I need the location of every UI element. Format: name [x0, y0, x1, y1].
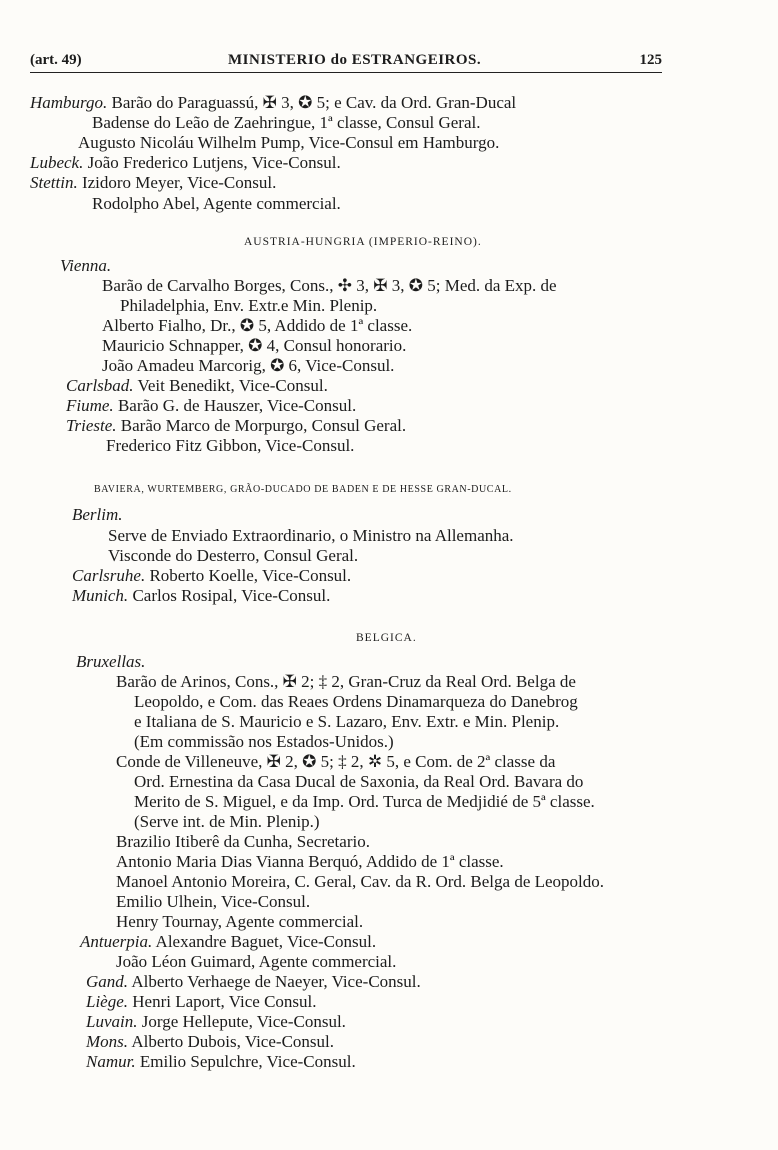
entry-text: e Italiana de S. Mauricio e S. Lazaro, Env. Extr. e Min. Plenip.	[134, 712, 560, 731]
entry-line	[106, 436, 354, 456]
entry-line	[30, 153, 341, 173]
page-title: MINISTERIO do ESTRANGEIROS.	[228, 52, 482, 68]
section-heading-baviera: BAVIERA, WURTEMBERG, GRÃO-DUCADO DE BADEN E DE HESSE GRAN-DUCAL.	[94, 484, 512, 495]
section-heading-belgica: BELGICA.	[356, 632, 417, 644]
entry-text: Leopoldo, e Com. das Reaes Ordens Dinamarqueza do Danebrog	[134, 692, 578, 711]
entry-line	[30, 173, 276, 193]
entry-text: Emilio Sepulchre, Vice-Consul.	[135, 1052, 356, 1071]
entry-text: Veit Benedikt, Vice-Consul.	[133, 376, 328, 395]
entry-text: Mauricio Schnapper, ✪ 4, Consul honorario.	[102, 336, 407, 355]
entry-line	[92, 194, 341, 214]
place-name: Stettin.	[30, 173, 78, 192]
entry-text: (Em commissão nos Estados-Unidos.)	[134, 732, 394, 751]
entry-line	[120, 296, 377, 316]
entry-text: Izidoro Meyer, Vice-Consul.	[77, 173, 277, 192]
entry-line	[108, 546, 358, 566]
entry-text: Barão de Carvalho Borges, Cons., ✣ 3, ✠ 3, ✪ 5; Med. da Exp. de	[102, 276, 557, 295]
entry-text: Brazilio Itiberê da Cunha, Secretario.	[116, 832, 370, 851]
entry-line	[66, 396, 356, 416]
entry-line	[72, 566, 351, 586]
entry-text: Alberto Fialho, Dr., ✪ 5, Addido de 1ª classe.	[102, 316, 413, 335]
entry-line	[60, 256, 111, 276]
entry-text: Emilio Ulhein, Vice-Consul.	[116, 892, 311, 911]
place-name: Munich.	[72, 586, 129, 605]
entry-text: Serve de Enviado Extraordinario, o Ministro na Allemanha.	[108, 526, 514, 545]
entry-text: Barão de Arinos, Cons., ✠ 2; ‡ 2, Gran-Cruz da Real Ord. Belga de	[116, 672, 576, 691]
entry-line	[116, 872, 604, 892]
entry-text: (Serve int. de Min. Plenip.)	[134, 812, 320, 831]
entry-line	[72, 505, 123, 525]
entry-line	[86, 1032, 334, 1052]
entry-text: Badense do Leão de Zaehringue, 1ª classe, Consul Geral.	[92, 113, 481, 132]
place-name: Trieste.	[66, 416, 117, 435]
entry-line	[76, 652, 145, 672]
entry-line	[80, 932, 376, 952]
place-name: Gand.	[86, 972, 129, 991]
entry-line	[116, 752, 555, 772]
entry-text: Frederico Fitz Gibbon, Vice-Consul.	[106, 436, 355, 455]
entry-text: Alexandre Baguet, Vice-Consul.	[152, 932, 377, 951]
entry-line	[72, 586, 330, 606]
entry-line	[92, 113, 480, 133]
entry-line	[134, 712, 559, 732]
entry-text: Henry Tournay, Agente commercial.	[116, 912, 364, 931]
entry-text: Rodolpho Abel, Agente commercial.	[92, 194, 341, 213]
entry-line	[116, 952, 396, 972]
entry-line	[116, 912, 363, 932]
entry-text: Manoel Antonio Moreira, C. Geral, Cav. da R. Ord. Belga de Leopoldo.	[116, 872, 605, 891]
place-name: Lubeck.	[30, 153, 84, 172]
entry-line	[102, 336, 406, 356]
place-name: Bruxellas.	[76, 652, 146, 671]
place-name: Carlsbad.	[66, 376, 134, 395]
entry-text: João Léon Guimard, Agente commercial.	[116, 952, 397, 971]
entry-line	[116, 892, 310, 912]
entry-text: Antonio Maria Dias Vianna Berquó, Addido de 1ª classe.	[116, 852, 504, 871]
entry-line	[116, 672, 576, 692]
page-header	[30, 52, 662, 73]
section-heading-austria: AUSTRIA-HUNGRIA (IMPERIO-REINO).	[244, 236, 482, 248]
entry-text: Carlos Rosipal, Vice-Consul.	[128, 586, 331, 605]
entry-line	[66, 376, 328, 396]
entry-line	[86, 972, 421, 992]
entry-line	[134, 792, 595, 812]
entry-line	[134, 732, 394, 752]
place-name: Luvain.	[86, 1012, 138, 1031]
entry-text: Barão G. de Hauszer, Vice-Consul.	[113, 396, 357, 415]
entry-line	[86, 1052, 356, 1072]
place-name: Namur.	[86, 1052, 136, 1071]
page-number: 125	[639, 52, 662, 68]
entry-line	[66, 416, 406, 436]
entry-line	[108, 526, 514, 546]
entry-line	[30, 93, 516, 113]
entry-text: Barão Marco de Morpurgo, Consul Geral.	[116, 416, 407, 435]
entry-text: Ord. Ernestina da Casa Ducal de Saxonia, da Real Ord. Bavara do	[134, 772, 584, 791]
entry-line	[102, 356, 394, 376]
entry-line	[102, 316, 412, 336]
entry-line	[86, 1012, 346, 1032]
entry-text: Conde de Villeneuve, ✠ 2, ✪ 5; ‡ 2, ✲ 5, e Com. de 2ª classe da	[116, 752, 556, 771]
place-name: Fiume.	[66, 396, 114, 415]
entry-line	[134, 692, 578, 712]
entry-line	[86, 992, 317, 1012]
entry-text: Henri Laport, Vice Consul.	[128, 992, 317, 1011]
entry-text: Visconde do Desterro, Consul Geral.	[108, 546, 359, 565]
entry-text: Augusto Nicoláu Wilhelm Pump, Vice-Consul em Hamburgo.	[78, 133, 500, 152]
entry-line	[134, 812, 320, 832]
entry-text: João Amadeu Marcorig, ✪ 6, Vice-Consul.	[102, 356, 395, 375]
entry-line	[116, 852, 504, 872]
entry-text: Alberto Dubois, Vice-Consul.	[128, 1032, 334, 1051]
place-name: Hamburgo.	[30, 93, 108, 112]
entry-text: Alberto Verhaege de Naeyer, Vice-Consul.	[128, 972, 421, 991]
entry-text: Philadelphia, Env. Extr.e Min. Plenip.	[120, 296, 378, 315]
article-reference: (art. 49)	[30, 52, 82, 68]
entry-text: Merito de S. Miguel, e da Imp. Ord. Turca de Medjidié de 5ª classe.	[134, 792, 595, 811]
entry-text: João Frederico Lutjens, Vice-Consul.	[83, 153, 341, 172]
place-name: Mons.	[86, 1032, 129, 1051]
entry-line	[116, 832, 370, 852]
entry-line	[102, 276, 557, 296]
entry-line	[78, 133, 499, 153]
place-name: Liège.	[86, 992, 129, 1011]
entry-text: Roberto Koelle, Vice-Consul.	[145, 566, 352, 585]
place-name: Antuerpia.	[80, 932, 153, 951]
place-name: Berlim.	[72, 505, 123, 524]
place-name: Carlsruhe.	[72, 566, 146, 585]
entry-text: Barão do Paraguassú, ✠ 3, ✪ 5; e Cav. da Ord. Gran-Ducal	[107, 93, 517, 112]
entry-line	[134, 772, 583, 792]
entry-text: Jorge Hellepute, Vice-Consul.	[137, 1012, 346, 1031]
place-name: Vienna.	[60, 256, 112, 275]
